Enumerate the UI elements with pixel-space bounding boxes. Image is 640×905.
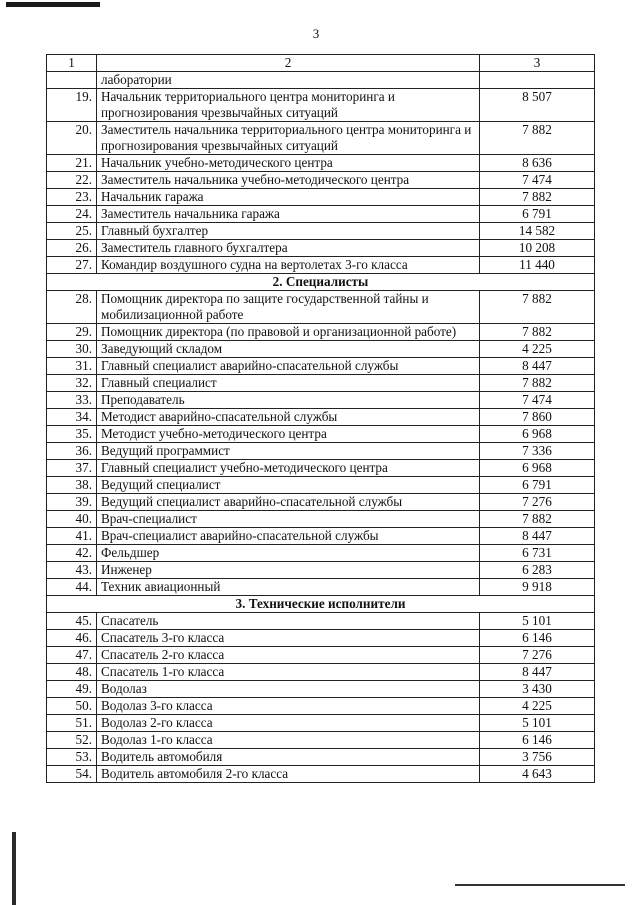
table-cell-number: 32. — [47, 375, 97, 392]
table-cell-position: Ведущий специалист аварийно-спасательной службы — [97, 494, 480, 511]
table-cell-value: 7 860 — [480, 409, 595, 426]
table-row — [47, 291, 595, 324]
table-cell-position: Водолаз 1-го класса — [97, 732, 480, 749]
table-cell-position: Водитель автомобиля 2-го класса — [97, 766, 480, 783]
table-cell-value: 9 918 — [480, 579, 595, 596]
table-cell-number: 45. — [47, 613, 97, 630]
table-cell-position: Главный специалист учебно-методического центра — [97, 460, 480, 477]
table-cell-value: 8 447 — [480, 664, 595, 681]
table-cell-value: 10 208 — [480, 240, 595, 257]
table-cell-value: 7 882 — [480, 291, 595, 324]
table-cell-position: Методист аварийно-спасательной службы — [97, 409, 480, 426]
table-cell-position: Главный специалист — [97, 375, 480, 392]
table-cell-number: 50. — [47, 698, 97, 715]
table-cell-value: 6 791 — [480, 206, 595, 223]
table-cell-value: 6 791 — [480, 477, 595, 494]
header-cell-position: 2 — [97, 55, 480, 72]
table-row — [47, 511, 595, 528]
header-cell-value: 3 — [480, 55, 595, 72]
table-cell-number: 51. — [47, 715, 97, 732]
table-cell-number: 49. — [47, 681, 97, 698]
table-cell-position: Главный бухгалтер — [97, 223, 480, 240]
table-cell-position: Спасатель 3-го класса — [97, 630, 480, 647]
table-cell-value: 8 447 — [480, 358, 595, 375]
header-cell-number: 1 — [47, 55, 97, 72]
table-row — [47, 766, 595, 783]
table-cell-position: Инженер — [97, 562, 480, 579]
table-cell-position: Водолаз — [97, 681, 480, 698]
table-cell-value: 5 101 — [480, 613, 595, 630]
table-row — [47, 732, 595, 749]
table-cell-value: 7 276 — [480, 647, 595, 664]
table-cell-number: 27. — [47, 257, 97, 274]
table-cell-position: Главный специалист аварийно-спасательной службы — [97, 358, 480, 375]
table-cell-value: 7 882 — [480, 122, 595, 155]
table-row — [47, 324, 595, 341]
table-row — [47, 647, 595, 664]
table-row — [47, 494, 595, 511]
table-cell-number: 25. — [47, 223, 97, 240]
table-cell-position: Спасатель 2-го класса — [97, 647, 480, 664]
table-header-row — [47, 55, 595, 72]
table-cell-value: 6 968 — [480, 426, 595, 443]
table-row — [47, 613, 595, 630]
table-cell-value: 6 283 — [480, 562, 595, 579]
table-cell-position: Водитель автомобиля — [97, 749, 480, 766]
table-cell-position: Заместитель главного бухгалтера — [97, 240, 480, 257]
table-cell-number: 28. — [47, 291, 97, 324]
section-heading-row — [47, 596, 595, 613]
table-cell-number: 22. — [47, 172, 97, 189]
table-cell-number: 38. — [47, 477, 97, 494]
table-row — [47, 341, 595, 358]
table-row — [47, 358, 595, 375]
table-cell-value: 8 447 — [480, 528, 595, 545]
table-cell-number: 41. — [47, 528, 97, 545]
table-cell-position: Заместитель начальника территориального центра мониторинга и прогнозирования чрезвычайных ситуаций — [97, 122, 480, 155]
table-cell-value: 7 276 — [480, 494, 595, 511]
table-cell-position: Начальник территориального центра мониторинга и прогнозирования чрезвычайных ситуаций — [97, 89, 480, 122]
table-cell-number: 46. — [47, 630, 97, 647]
table-cell-value: 7 882 — [480, 511, 595, 528]
table-row — [47, 426, 595, 443]
table-row — [47, 664, 595, 681]
table-cell-position: Помощник директора (по правовой и организационной работе) — [97, 324, 480, 341]
scan-artifact-bottom — [455, 884, 625, 886]
table-cell-number: 21. — [47, 155, 97, 172]
table-cell-value: 7 882 — [480, 375, 595, 392]
table-row — [47, 528, 595, 545]
table-cell-value: 7 474 — [480, 172, 595, 189]
table-cell-number: 43. — [47, 562, 97, 579]
table-cell-value: 4 643 — [480, 766, 595, 783]
table-row — [47, 715, 595, 732]
table-cell-position: Спасатель 1-го класса — [97, 664, 480, 681]
table-row — [47, 122, 595, 155]
page-number: 3 — [312, 26, 320, 41]
table-cell-value: 8 507 — [480, 89, 595, 122]
table-cell-number: 26. — [47, 240, 97, 257]
table-row — [47, 257, 595, 274]
scan-artifact-top — [6, 2, 100, 7]
table-cell-position: Врач-специалист — [97, 511, 480, 528]
table-cell-number: 24. — [47, 206, 97, 223]
table-cell-value: 4 225 — [480, 341, 595, 358]
table-row — [47, 189, 595, 206]
table-row — [47, 579, 595, 596]
table-cell-number: 34. — [47, 409, 97, 426]
table-cell-position: Заместитель начальника учебно-методического центра — [97, 172, 480, 189]
table-row — [47, 375, 595, 392]
table-cell-number: 42. — [47, 545, 97, 562]
table-cell-number: 35. — [47, 426, 97, 443]
table-cell-value: 14 582 — [480, 223, 595, 240]
table-cell-position: Врач-специалист аварийно-спасательной службы — [97, 528, 480, 545]
table-cell-position: лаборатории — [97, 72, 480, 89]
table-cell-number: 36. — [47, 443, 97, 460]
table-cell-value: 11 440 — [480, 257, 595, 274]
table-cell-value: 5 101 — [480, 715, 595, 732]
table-row — [47, 681, 595, 698]
table-cell-number: 40. — [47, 511, 97, 528]
table-cell-position: Командир воздушного судна на вертолетах 3-го класса — [97, 257, 480, 274]
table-cell-number: 20. — [47, 122, 97, 155]
table-row — [47, 409, 595, 426]
table-cell-value: 6 146 — [480, 630, 595, 647]
table-cell-number: 48. — [47, 664, 97, 681]
table-cell-value: 6 146 — [480, 732, 595, 749]
table-cell-value: 4 225 — [480, 698, 595, 715]
table-cell-value: 3 430 — [480, 681, 595, 698]
position-salary-table — [46, 54, 595, 783]
table-cell-number: 54. — [47, 766, 97, 783]
table-cell-number: 52. — [47, 732, 97, 749]
table-cell-value — [480, 72, 595, 89]
table-cell-value: 3 756 — [480, 749, 595, 766]
table-row — [47, 562, 595, 579]
table-cell-number: 19. — [47, 89, 97, 122]
table-cell-position: Начальник учебно-методического центра — [97, 155, 480, 172]
table-cell-position: Водолаз 3-го класса — [97, 698, 480, 715]
table-cell-position: Методист учебно-методического центра — [97, 426, 480, 443]
table-cell-number: 53. — [47, 749, 97, 766]
table-cell-value: 7 882 — [480, 189, 595, 206]
table-cell-position: Начальник гаража — [97, 189, 480, 206]
table-cell-position: Фельдшер — [97, 545, 480, 562]
table-cell-number: 44. — [47, 579, 97, 596]
table-cell-number: 47. — [47, 647, 97, 664]
table-cell-position: Техник авиационный — [97, 579, 480, 596]
table-cell-number: 37. — [47, 460, 97, 477]
table-row — [47, 443, 595, 460]
section-heading-specialists: 2. Специалисты — [47, 274, 595, 291]
table-row — [47, 89, 595, 122]
table-cell-position: Спасатель — [97, 613, 480, 630]
table-cell-position: Заместитель начальника гаража — [97, 206, 480, 223]
table-cell-value: 6 968 — [480, 460, 595, 477]
table-cell-value: 7 474 — [480, 392, 595, 409]
table-cell-position: Преподаватель — [97, 392, 480, 409]
table-cell-number: 29. — [47, 324, 97, 341]
table-cell-value: 6 731 — [480, 545, 595, 562]
table-row — [47, 477, 595, 494]
table-cell-value: 7 882 — [480, 324, 595, 341]
section-heading-technical-staff: 3. Технические исполнители — [47, 596, 595, 613]
table-row — [47, 630, 595, 647]
continuation-row — [47, 72, 595, 89]
table-cell-value: 7 336 — [480, 443, 595, 460]
table-cell-position: Заведующий складом — [97, 341, 480, 358]
table-cell-position: Ведущий программист — [97, 443, 480, 460]
table-row — [47, 223, 595, 240]
table-row — [47, 206, 595, 223]
table-row — [47, 155, 595, 172]
table-cell-position: Ведущий специалист — [97, 477, 480, 494]
table-row — [47, 460, 595, 477]
table-row — [47, 698, 595, 715]
section-heading-row — [47, 274, 595, 291]
table-cell-position: Помощник директора по защите государственной тайны и мобилизационной работе — [97, 291, 480, 324]
table-cell-number: 23. — [47, 189, 97, 206]
table-cell-number — [47, 72, 97, 89]
table-cell-number: 33. — [47, 392, 97, 409]
table-cell-value: 8 636 — [480, 155, 595, 172]
table-row — [47, 545, 595, 562]
table-cell-number: 30. — [47, 341, 97, 358]
table-row — [47, 172, 595, 189]
table-row — [47, 240, 595, 257]
table-cell-number: 31. — [47, 358, 97, 375]
table-row — [47, 392, 595, 409]
table-row — [47, 749, 595, 766]
table-cell-number: 39. — [47, 494, 97, 511]
scan-artifact-left — [12, 832, 16, 905]
table-cell-position: Водолаз 2-го класса — [97, 715, 480, 732]
